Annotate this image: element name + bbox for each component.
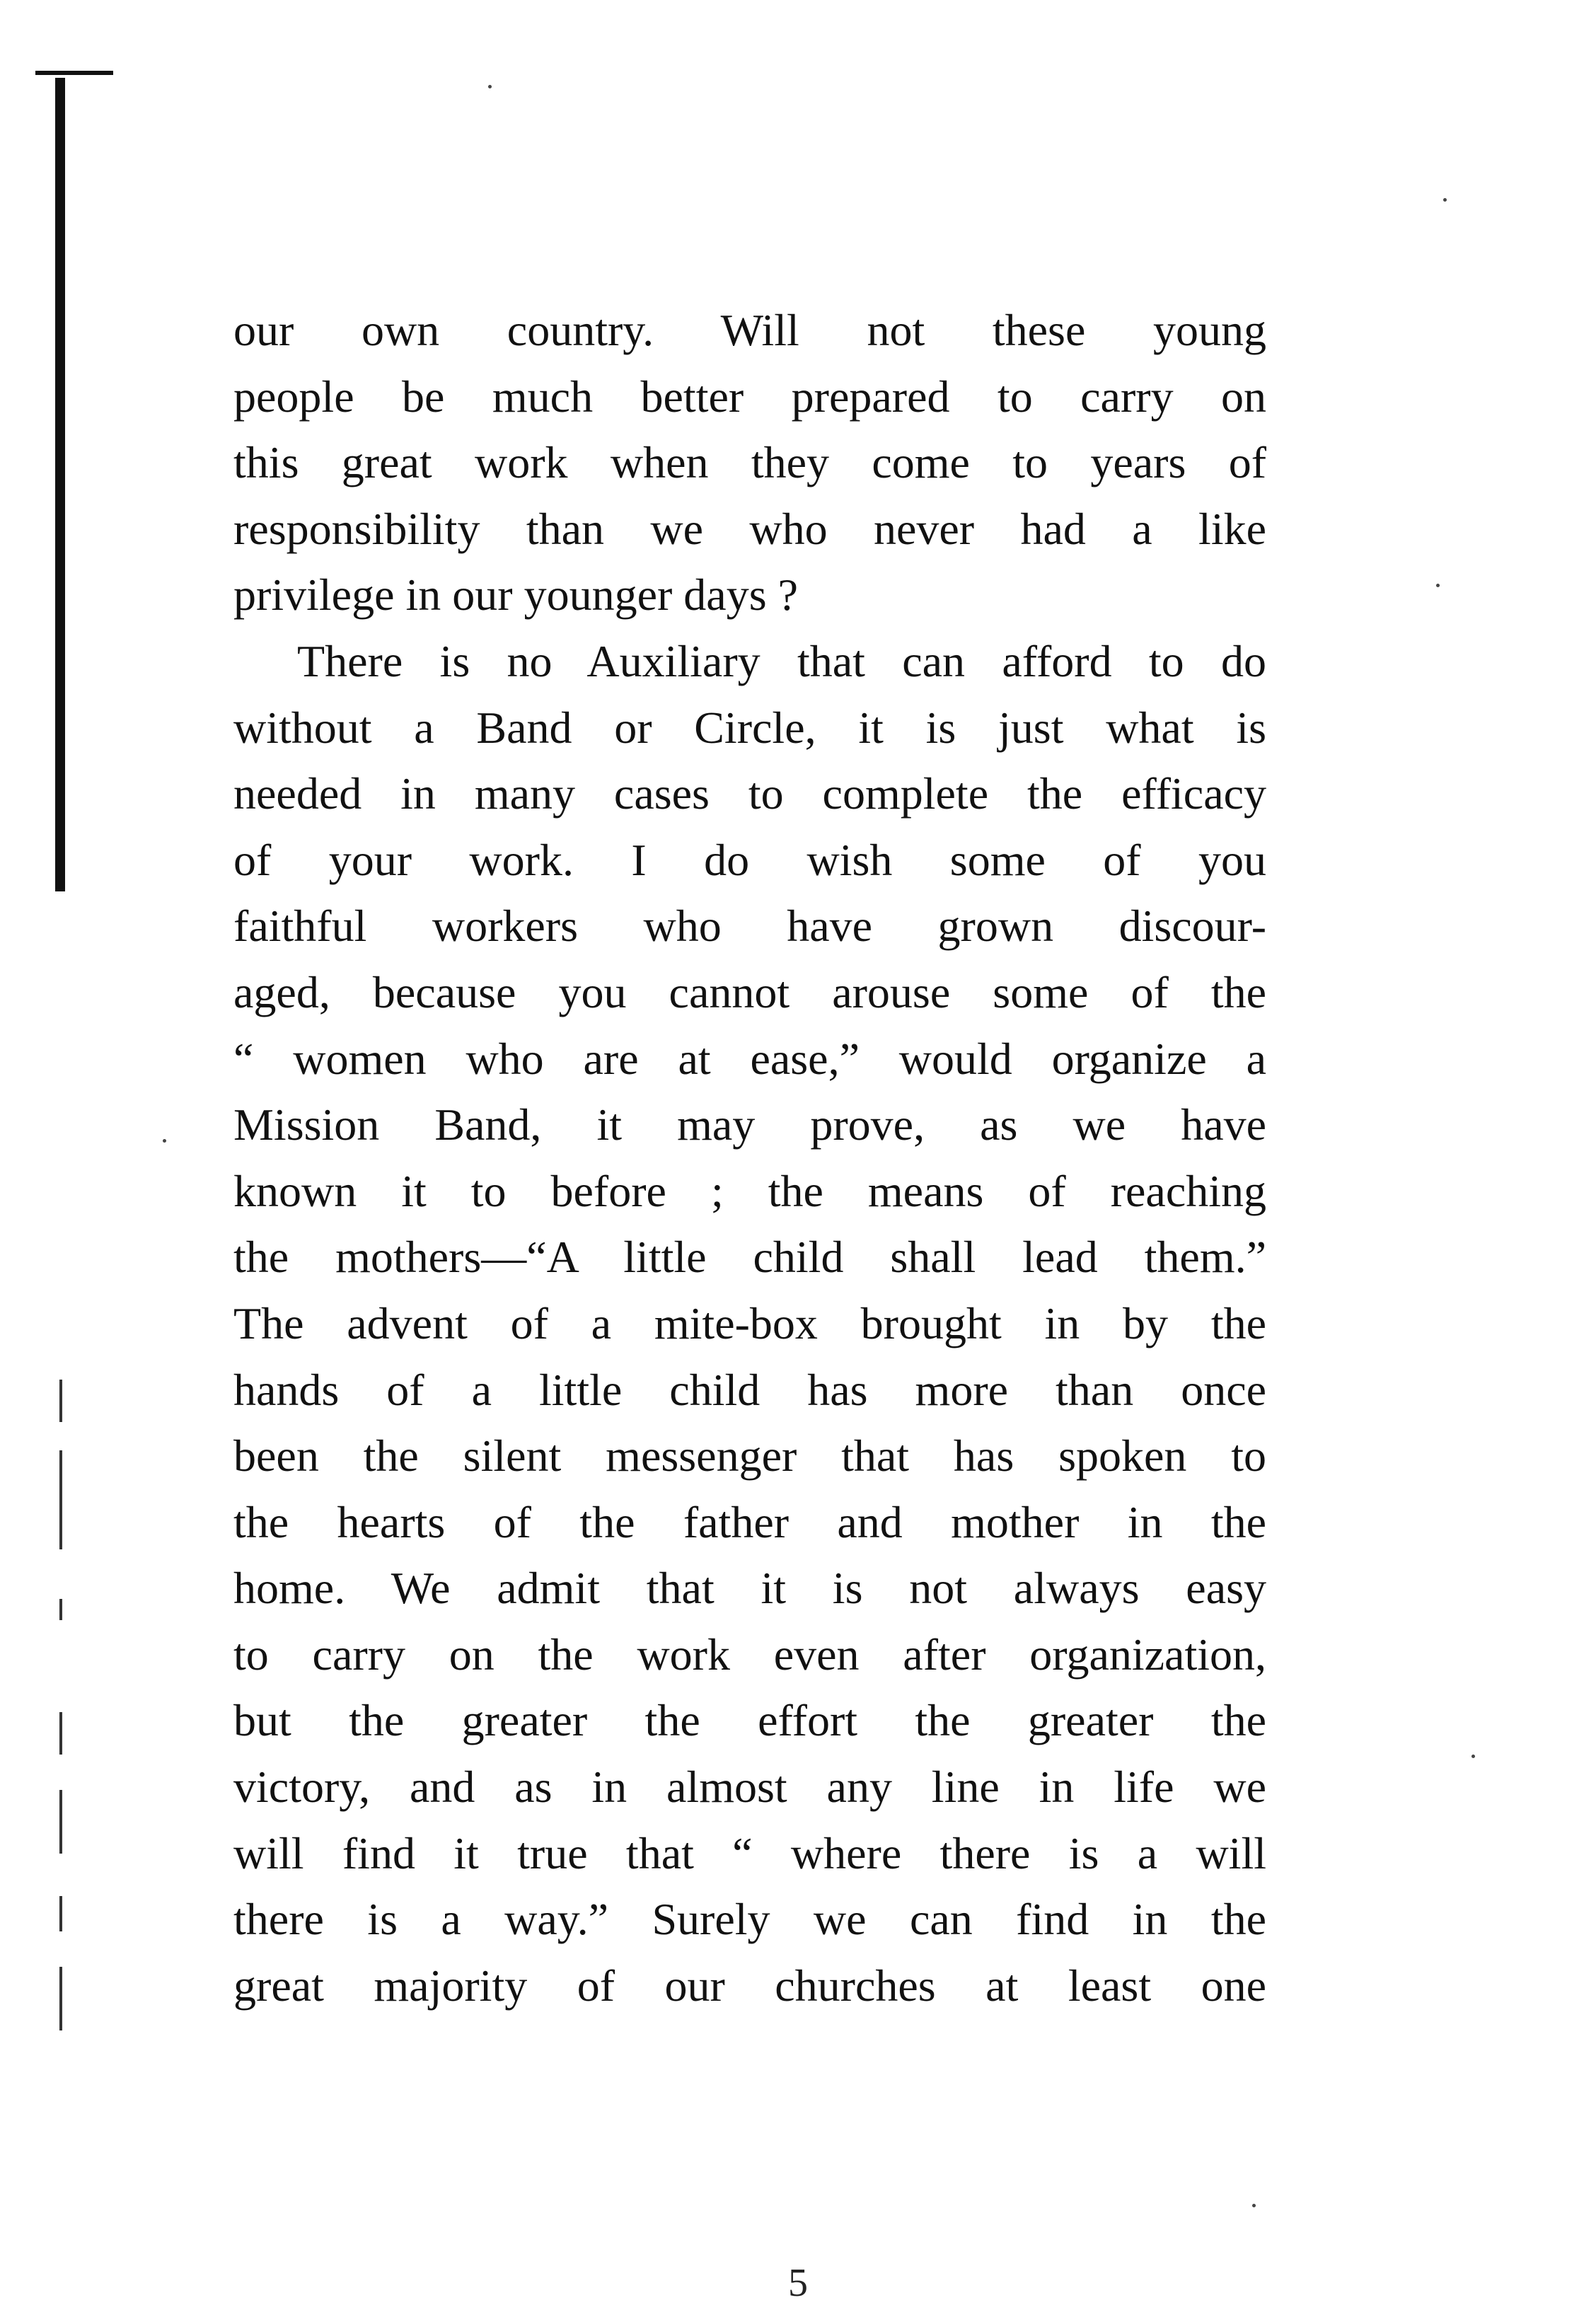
- scan-speck: [488, 85, 492, 88]
- text-line: known it to before ; the means of reaching: [233, 1165, 1266, 1216]
- scan-speck: [1443, 198, 1447, 202]
- text-line: Mission Band, it may prove, as we have: [233, 1099, 1266, 1150]
- scan-speck: [1436, 584, 1440, 587]
- text-line: will find it true that “ where there is a will: [233, 1827, 1266, 1878]
- binding-edge-dash: [59, 1967, 62, 2030]
- binding-edge-dash: [59, 1380, 62, 1422]
- paragraph: [233, 297, 1266, 628]
- text-line: privilege in our younger days ?: [233, 570, 798, 620]
- scan-speck: [163, 1139, 166, 1143]
- body-text: [233, 297, 1266, 2018]
- binding-edge-dash: [59, 1896, 62, 1931]
- binding-edge-rule: [55, 78, 65, 891]
- text-line: this great work when they come to years of: [233, 437, 1266, 488]
- paragraph: [233, 628, 1266, 2018]
- text-line: the hearts of the father and mother in the: [233, 1496, 1266, 1547]
- text-line: faithful workers who have grown discour-: [233, 901, 1266, 952]
- text-line: but the greater the effort the greater the: [233, 1695, 1266, 1746]
- scan-speck: [1471, 1755, 1475, 1758]
- text-line: been the silent messenger that has spoken to: [233, 1431, 1266, 1481]
- text-line: “ women who are at ease,” would organize a: [233, 1033, 1266, 1084]
- text-line: home. We admit that it is not always easy: [233, 1563, 1266, 1614]
- text-line: of your work. I do wish some of you: [233, 834, 1266, 885]
- text-line: hands of a little child has more than once: [233, 1364, 1266, 1415]
- binding-edge-dash: [59, 1790, 62, 1854]
- text-line: aged, because you cannot arouse some of the: [233, 966, 1266, 1017]
- text-line: needed in many cases to complete the efficacy: [233, 768, 1266, 819]
- scan-speck: [1252, 2204, 1256, 2207]
- text-line: There is no Auxiliary that can afford to do: [297, 635, 1266, 686]
- text-line: great majority of our churches at least one: [233, 1960, 1266, 2011]
- text-line: our own country. Will not these young: [233, 305, 1266, 355]
- text-line: The advent of a mite-box brought in by the: [233, 1298, 1266, 1348]
- binding-edge-dash: [59, 1712, 62, 1755]
- text-line: victory, and as in almost any line in life we: [233, 1762, 1266, 1813]
- binding-edge-dash: [59, 1450, 62, 1549]
- text-line: there is a way.” Surely we can find in the: [233, 1894, 1266, 1945]
- text-line: the mothers—“A little child shall lead them.”: [233, 1232, 1266, 1283]
- page-number: 5: [788, 2261, 808, 2305]
- text-line: responsibility than we who never had a like: [233, 503, 1266, 554]
- text-line: without a Band or Circle, it is just what is: [233, 702, 1266, 753]
- text-line: to carry on the work even after organization,: [233, 1629, 1266, 1680]
- binding-edge-dash: [59, 1599, 62, 1620]
- text-line: people be much better prepared to carry on: [233, 371, 1266, 422]
- binding-edge-cap: [35, 71, 113, 75]
